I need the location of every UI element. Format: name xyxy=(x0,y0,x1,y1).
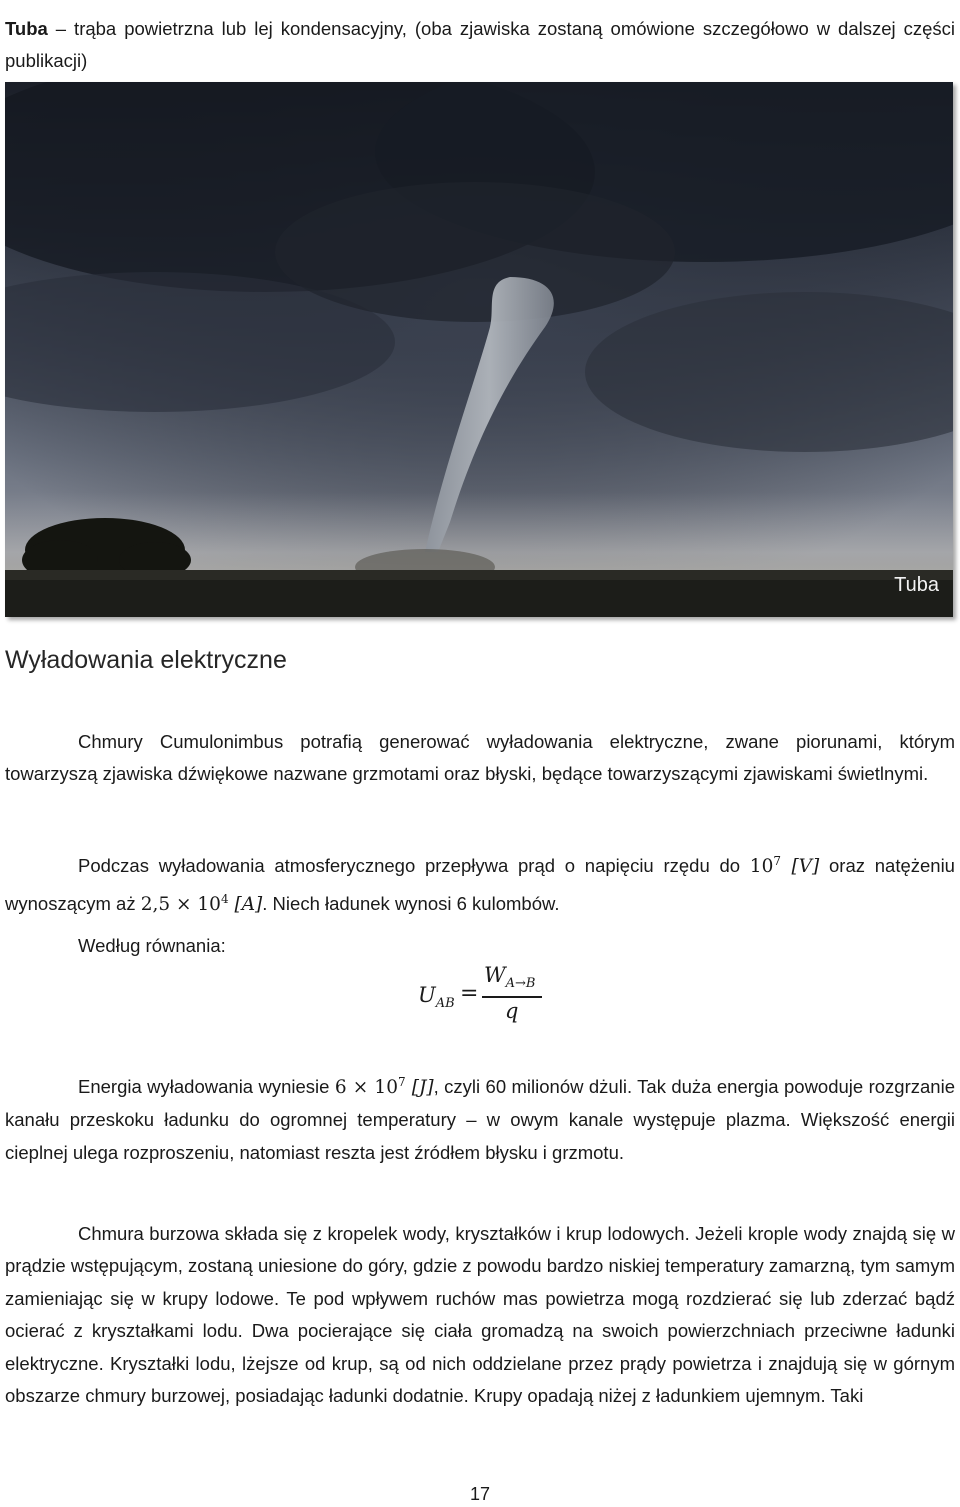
equation-denominator: q xyxy=(505,999,519,1023)
equation-numerator-symbol: W xyxy=(484,963,506,987)
energy-exp: 7 xyxy=(397,1074,406,1089)
voltage-base: 10 xyxy=(749,855,774,877)
p2-text-c: . Niech ładunek wynosi 6 kulombów. xyxy=(262,893,560,915)
p2-text-b: oraz natężeniu wynoszącym aż xyxy=(5,854,955,915)
current-mantissa: 2,5 × 10 xyxy=(140,894,221,916)
voltage-exp: 7 xyxy=(773,853,781,868)
equation-lhs-subscript: AB xyxy=(435,996,455,1012)
voltage-equation xyxy=(412,963,572,1033)
tornado-photo xyxy=(5,82,953,617)
fraction-bar xyxy=(482,996,542,998)
equation-numerator xyxy=(484,963,535,991)
p4-text-a: Energia wyładowania wyniesie xyxy=(78,1075,335,1097)
p4-text-b: , czyli 60 milionów dżuli. Tak duża energia powoduje rozgrzanie kanału przeskoku ładunku do ogromnej temperatury – w owym kanale występuje plazma. Większość energii cieplnej ulega rozproszeniu, natomiast reszta jest źródłem błysku i grzmotu. xyxy=(5,1075,955,1163)
paragraph-equation-intro: Według równania: xyxy=(78,934,226,956)
tornado-illustration xyxy=(5,82,953,617)
equation-lhs-symbol: U xyxy=(418,983,436,1007)
p2-text-a: Podczas wyładowania atmosferycznego przepływa prąd o napięciu rzędu do xyxy=(78,854,750,876)
equation-numerator-subscript: A→B xyxy=(505,976,536,992)
equation-lhs xyxy=(418,983,455,1011)
paragraph-energy xyxy=(5,1066,955,1170)
intro-text: – trąba powietrzna lub lej kondensacyjny, (oba zjawiska zostaną omówione szczegółowo w dalszej części publikacji) xyxy=(5,17,955,71)
energy-mantissa: 6 × 10 xyxy=(334,1076,398,1098)
paragraph-discharge xyxy=(5,845,955,922)
current-unit: [A] xyxy=(228,894,263,916)
equation-equals: = xyxy=(460,981,479,1006)
page-number: 17 xyxy=(469,1484,491,1504)
photo-caption: Tuba xyxy=(894,574,939,596)
intro-term: Tuba xyxy=(5,17,48,39)
energy-unit: [J] xyxy=(405,1076,434,1098)
section-title: Wyładowania elektryczne xyxy=(5,646,287,674)
intro-paragraph xyxy=(5,13,955,78)
paragraph-storm-cloud: Chmura burzowa składa się z kropelek wody, kryształków i krup lodowych. Jeżeli krople wody znajdą się w prądzie wstępującym, zostaną uniesione do góry, gdzie z powodu bardzo niskiej temperatury zamarzną, tym samym zamieniając się w krupy lodowe. Te pod wpływem ruchów mas powietrza mogą rozdzierać się lub zderzać bądź ocierać z kryształkami lodu. Dwa pocierające się ciała gromadzą na swoich powierzchniach przeciwne ładunki elektryczne. Kryształki lodu, lżejsze od krup, są od nich oddzielane przez prądy powietrza i znajdują się w górnym obszarze chmury burzowej, posiadając ładunki dodatnie. Krupy opadają niżej z ładunkiem ujemnym. Taki xyxy=(5,1222,955,1406)
voltage-unit: [V] xyxy=(780,855,820,877)
paragraph-cumulonimbus: Chmury Cumulonimbus potrafią generować wyładowania elektryczne, zwane piorunami, którym towarzyszą zjawiska dźwiękowe nazwane grzmotami oraz błyski, będące towarzyszącymi zjawiskami świetlnymi. xyxy=(5,730,955,784)
current-exp: 4 xyxy=(220,892,229,907)
